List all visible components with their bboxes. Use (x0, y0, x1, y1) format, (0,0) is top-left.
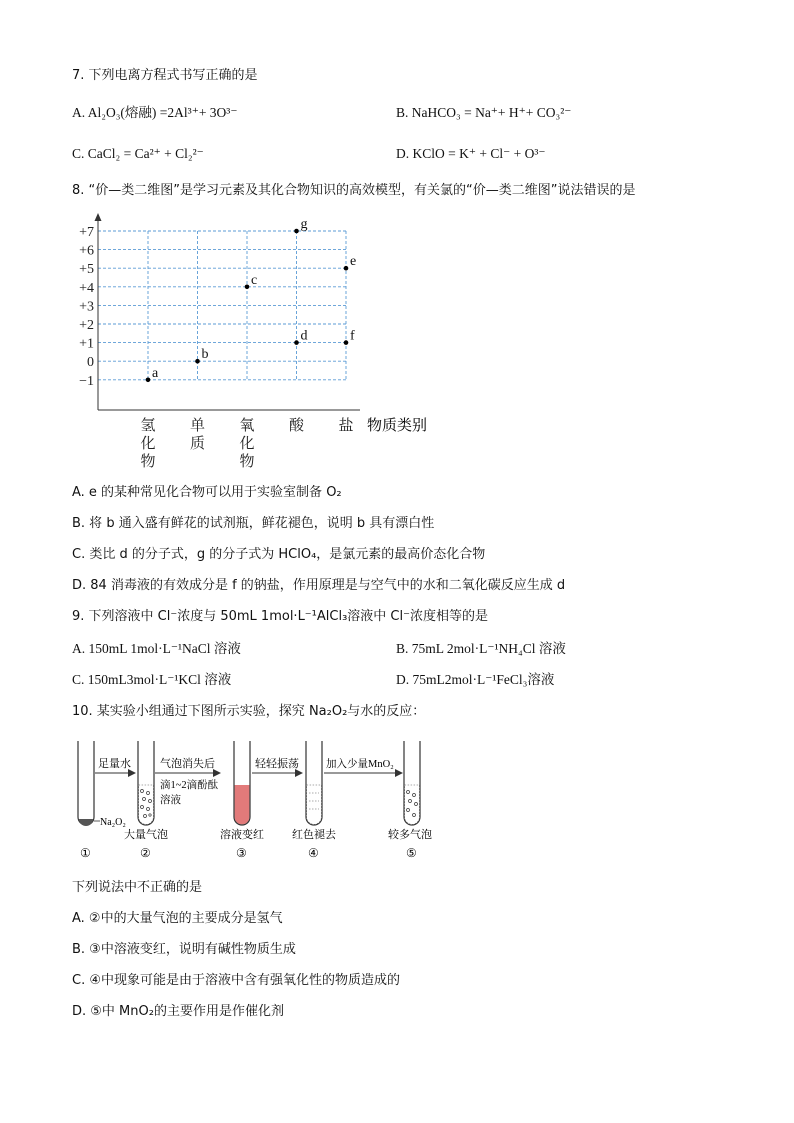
data-point-c (245, 285, 250, 290)
q8-option-a: A. e 的某种常见化合物可以用于实验室制备 O₂ (72, 485, 342, 500)
x-category-char: 物 (239, 454, 255, 470)
arrow-1-label: 足量水 (98, 758, 131, 770)
x-category-char: 盐 (338, 418, 354, 434)
data-point-e (344, 266, 349, 271)
test-tube-4 (306, 741, 322, 825)
q8-option-c: C. 类比 d 的分子式，g 的分子式为 HClO₄，是氯元素的最高价态化合物 (72, 547, 486, 562)
point-label-g: g (300, 217, 308, 232)
tube-number-5: ⑤ (406, 846, 417, 860)
arrow-4-label: 加入少量MnO₂ (326, 759, 394, 770)
q8-option-b: B. 将 b 通入盛有鲜花的试剂瓶，鲜花褪色，说明 b 具有漂白性 (72, 516, 435, 531)
y-axis-arrow (95, 213, 102, 221)
tube-4-observation: 红色褪去 (292, 829, 336, 841)
test-tube-2 (138, 741, 154, 825)
tube-number-1: ① (80, 846, 91, 860)
data-point-g (294, 229, 299, 234)
x-category-char: 酸 (288, 418, 305, 434)
y-tick-label: −1 (79, 373, 94, 389)
q8-stem: 8. “价—类二维图”是学习元素及其化合物知识的高效模型，有关氯的“价—类二维图”说法错误的是 (72, 183, 636, 198)
x-category-char: 氢 (140, 418, 156, 434)
chart-axes (95, 213, 361, 410)
test-tube-5 (404, 741, 420, 825)
point-label-d: d (300, 328, 308, 344)
tube-number-2: ② (140, 846, 151, 860)
y-tick-label: +3 (79, 299, 94, 315)
point-label-b: b (201, 347, 209, 363)
q9-option-a: A. 150mL 1mol·L⁻¹NaCl 溶液 (72, 641, 241, 656)
q7-option-b: B. NaHCO₃ = Na⁺+ H⁺+ CO₃²⁻ (396, 105, 572, 120)
y-tick-labels (79, 225, 94, 389)
x-category-label (140, 417, 155, 470)
tube-5-observation: 较多气泡 (388, 829, 432, 841)
x-category-char: 氧 (239, 418, 255, 434)
valence-class-chart (60, 210, 460, 475)
y-tick-label: +1 (79, 336, 94, 352)
x-axis-label: 物质类别 (367, 418, 428, 434)
q10-option-b: B. ③中溶液变红，说明有碱性物质生成 (72, 942, 296, 957)
y-tick-label: +2 (79, 318, 94, 333)
q7-option-a: A. Al₂O₃(熔融) =2Al³⁺+ 3O³⁻ (72, 105, 238, 120)
y-tick-label: +7 (79, 225, 94, 240)
data-point-f (344, 340, 349, 345)
x-category-char: 化 (140, 436, 156, 452)
point-label-c: c (251, 272, 258, 288)
point-label-e: e (350, 254, 357, 270)
x-category-label (338, 416, 353, 434)
y-tick-label: +6 (79, 243, 94, 259)
x-category-char: 质 (189, 436, 206, 452)
tube-2-observation: 大量气泡 (124, 829, 168, 841)
tube-number-4: ④ (308, 846, 319, 860)
arrow-2-label-top: 气泡消失后 (160, 758, 215, 770)
x-category-label (239, 417, 254, 470)
q9-option-c: C. 150mL3mol·L⁻¹KCl 溶液 (72, 672, 232, 687)
x-category-char: 单 (189, 418, 206, 434)
y-tick-label: +4 (79, 280, 94, 296)
point-label-f: f (350, 328, 355, 344)
y-tick-label: 0 (87, 355, 94, 371)
x-category-char: 物 (140, 454, 156, 470)
arrow-2-label-mid: 滴1~2滴酚酞 (160, 780, 219, 791)
reagent-label: Na₂O₂ (100, 817, 126, 828)
q10-lead: 下列说法中不正确的是 (72, 880, 203, 895)
q7-option-c: C. CaCl₂ = Ca²⁺ + Cl₂²⁻ (72, 146, 204, 161)
arrow-3-label: 轻轻振荡 (255, 758, 299, 770)
q7-option-d: D. KClO = K⁺ + Cl⁻ + O³⁻ (396, 146, 546, 161)
q7-stem: 7. 下列电离方程式书写正确的是 (72, 68, 258, 83)
experiment-diagram (70, 735, 450, 865)
data-point-d (294, 340, 299, 345)
data-point-b (195, 359, 200, 364)
tube-number-3: ③ (236, 846, 247, 860)
data-point-a (146, 378, 151, 383)
q10-option-d: D. ⑤中 MnO₂的主要作用是作催化剂 (72, 1004, 284, 1019)
test-tube-1 (78, 741, 94, 826)
q10-option-c: C. ④中现象可能是由于溶液中含有强氧化性的物质造成的 (72, 973, 400, 988)
q10-stem: 10. 某实验小组通过下图所示实验，探究 Na₂O₂与水的反应： (72, 704, 426, 719)
test-tube-3 (234, 741, 250, 825)
data-points (146, 217, 357, 382)
q9-option-d: D. 75mL2mol·L⁻¹FeCl₃溶液 (396, 672, 555, 687)
x-category-label (190, 417, 205, 452)
point-label-a: a (152, 365, 159, 381)
y-tick-label: +5 (79, 262, 94, 278)
q9-option-b: B. 75mL 2mol·L⁻¹NH₄Cl 溶液 (396, 641, 566, 656)
chart-grid (98, 231, 346, 380)
q10-option-a: A. ②中的大量气泡的主要成分是氢气 (72, 911, 283, 926)
x-category-labels (140, 416, 353, 470)
tube-3-observation: 溶液变红 (220, 829, 264, 841)
x-category-char: 化 (239, 436, 255, 452)
x-category-label (289, 417, 305, 434)
q8-option-d: D. 84 消毒液的有效成分是 f 的钠盐，作用原理是与空气中的水和二氧化碳反应生成 d (72, 578, 566, 593)
q9-stem: 9. 下列溶液中 Cl⁻浓度与 50mL 1mol·L⁻¹AlCl₃溶液中 Cl⁻浓度相等的是 (72, 609, 488, 624)
arrow-2-label-bottom: 溶液 (160, 795, 181, 806)
